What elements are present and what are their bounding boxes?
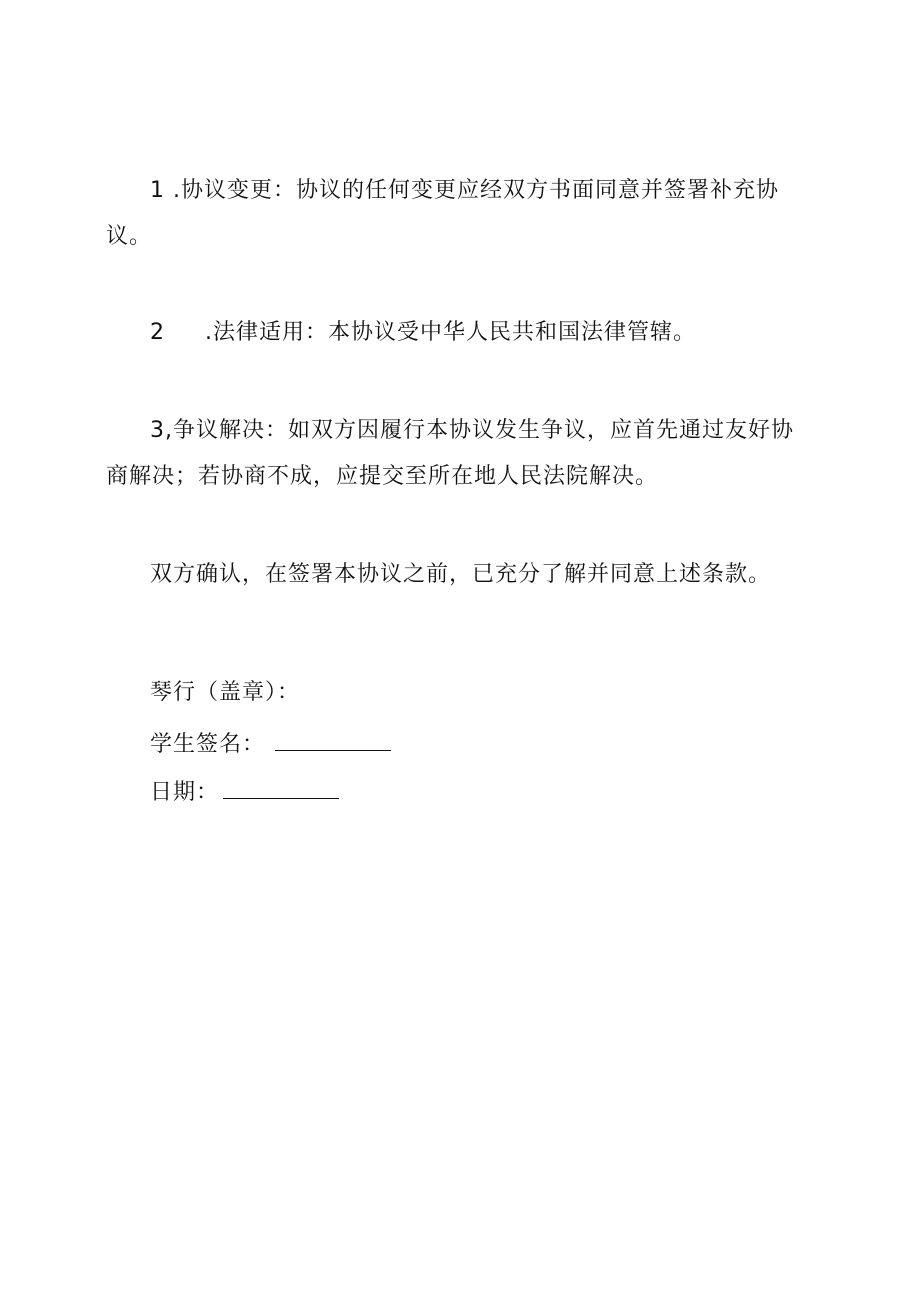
clause-1-number: 1 [150,178,165,203]
clause-3-number: 3, [150,418,173,443]
student-signature-line [150,728,391,760]
clause-3 [106,408,806,500]
clause-2 [106,310,806,356]
clause-2-text: .法律适用：本协议受中华人民共和国法律管辖。 [205,320,696,345]
company-seal-line [150,678,300,708]
student-signature-label: 学生签名： [150,732,266,757]
clause-1-text: .协议变更：协议的任何变更应经双方书面同意并签署补充协议。 [106,178,779,249]
confirmation-text: 双方确认，在签署本协议之前，已充分了解并同意上述条款。 [150,562,772,587]
date-blank[interactable] [223,776,339,799]
clause-3-text: 争议解决：如双方因履行本协议发生争议，应首先通过友好协商解决；若协商不成，应提交至所在地人民法院解决。 [106,418,795,489]
clause-2-number: 2 [150,320,165,345]
student-signature-blank[interactable] [275,728,391,751]
clause-1 [106,168,806,260]
company-seal-label: 琴行（盖章）： [150,680,301,705]
confirmation-statement [106,552,806,598]
date-label: 日期： [150,780,220,805]
date-line [150,776,339,808]
